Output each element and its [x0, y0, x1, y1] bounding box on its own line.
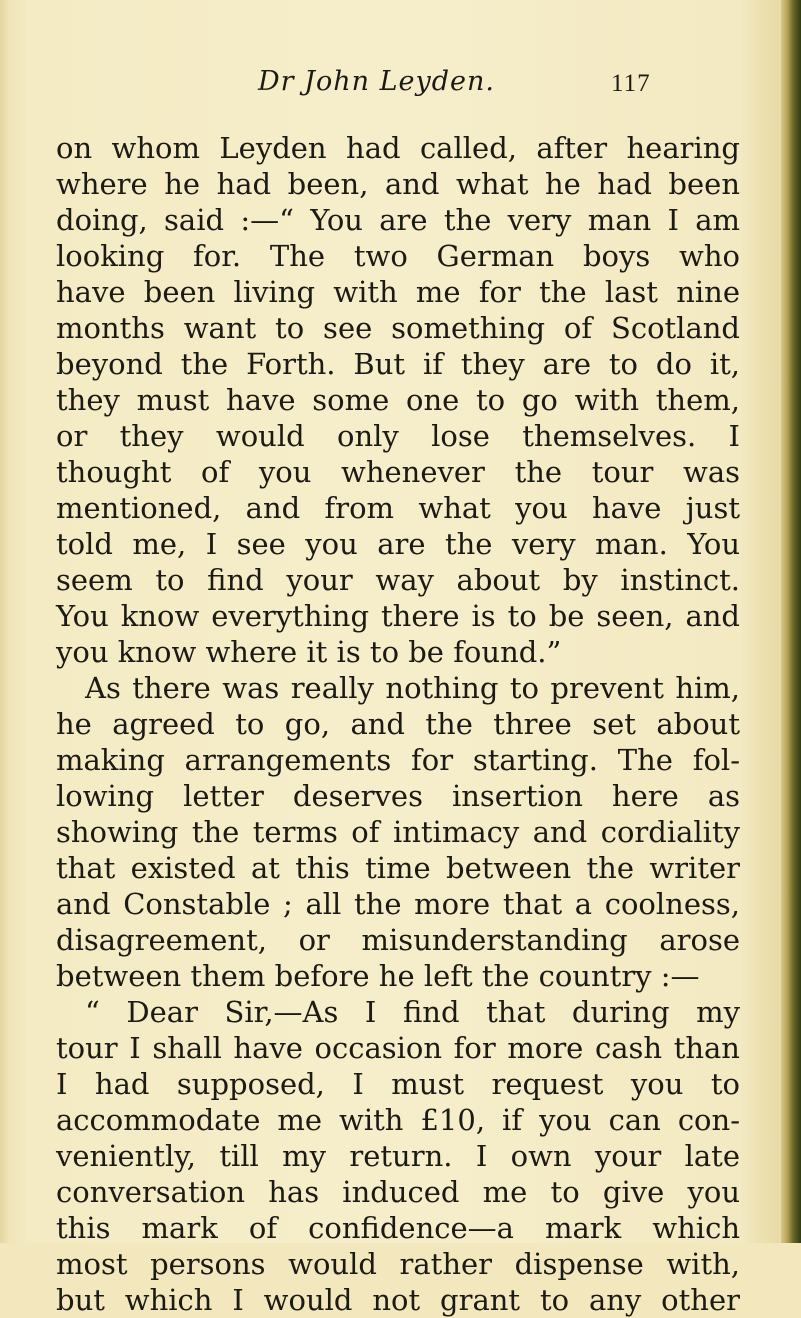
text-line: seem to find your way about by instinct.	[56, 563, 740, 597]
text-line: veniently, till my return. I own your late	[56, 1139, 740, 1173]
text-line: mentioned, and from what you have just	[56, 491, 740, 525]
text-line: and Constable ; all the more that a coolness,	[56, 887, 740, 921]
text-line: making arrangements for starting. The fol-	[56, 743, 740, 777]
text-line: “ Dear Sir,—As I find that during my	[85, 995, 740, 1029]
text-line: you know where it is to be found.”	[56, 635, 562, 669]
text-line: showing the terms of intimacy and cordiality	[56, 815, 740, 849]
text-line: but which I would not grant to any other	[56, 1283, 740, 1317]
text-line: months want to see something of Scotland	[56, 311, 740, 345]
text-line: where he had been, and what he had been	[56, 167, 740, 201]
text-line: told me, I see you are the very man. You	[56, 527, 740, 561]
page-edge-shadow	[781, 0, 801, 1243]
text-line: most persons would rather dispense with,	[56, 1247, 740, 1281]
text-line: that existed at this time between the writer	[56, 851, 740, 885]
text-line: lowing letter deserves insertion here as	[56, 779, 740, 813]
page-number: 117	[611, 70, 651, 97]
text-line: they must have some one to go with them,	[56, 383, 740, 417]
text-line: doing, said :—“ You are the very man I am	[56, 203, 740, 237]
text-line: thought of you whenever the tour was	[56, 455, 740, 489]
page-gutter-shadow	[0, 0, 8, 1243]
text-line: on whom Leyden had called, after hearing	[56, 131, 740, 165]
text-line: between them before he left the country :—	[56, 959, 700, 993]
text-line: this mark of confidence—a mark which	[56, 1211, 740, 1245]
text-line: disagreement, or misunderstanding arose	[56, 923, 740, 957]
text-line: looking for. The two German boys who	[56, 239, 740, 273]
text-line: I had supposed, I must request you to	[56, 1067, 740, 1101]
running-head	[0, 66, 801, 106]
text-line: or they would only lose themselves. I	[56, 419, 740, 453]
text-line: accommodate me with £10, if you can con-	[56, 1103, 740, 1137]
text-line: he agreed to go, and the three set about	[56, 707, 740, 741]
text-line: conversation has induced me to give you	[56, 1175, 740, 1209]
text-line: have been living with me for the last nine	[56, 275, 740, 309]
running-head-title: Dr John Leyden.	[258, 66, 495, 97]
text-line: As there was really nothing to prevent him,	[85, 671, 740, 705]
text-line: beyond the Forth. But if they are to do it,	[56, 347, 740, 381]
body-text	[56, 130, 740, 1318]
text-line: You know everything there is to be seen, and	[56, 599, 740, 633]
text-line: tour I shall have occasion for more cash than	[56, 1031, 740, 1065]
